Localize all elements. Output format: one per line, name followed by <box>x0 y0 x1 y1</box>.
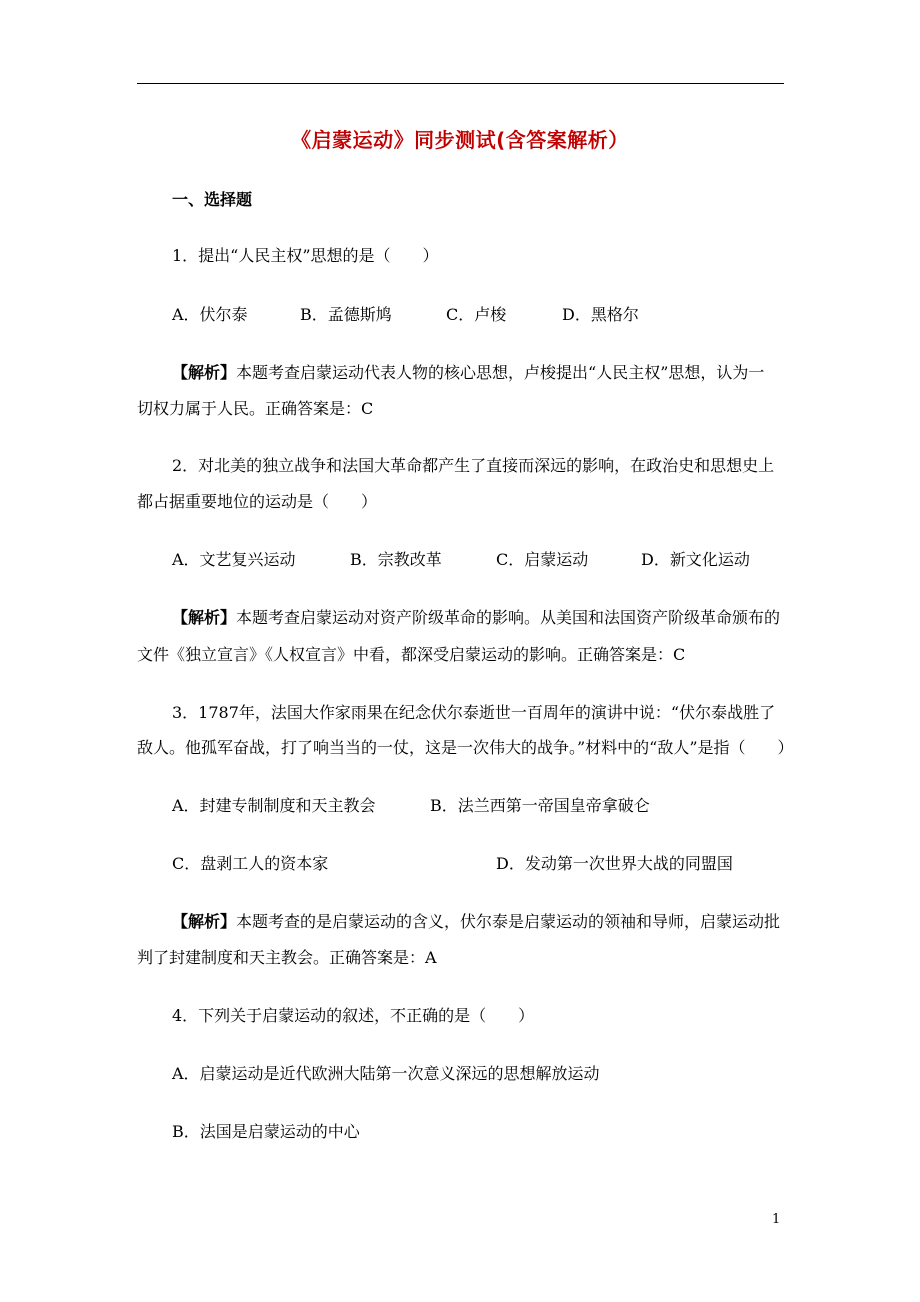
question-3-option-d: D．发动第一次世界大战的同盟国 <box>496 854 733 873</box>
analysis-tag: 【解析】 <box>172 912 237 931</box>
question-4-stem: 4．下列关于启蒙运动的叙述，不正确的是（ ） <box>172 1006 535 1025</box>
analysis-tag: 【解析】 <box>172 363 237 382</box>
question-1-option-c: C．卢梭 <box>446 305 507 324</box>
question-4-option-a: A．启蒙运动是近代欧洲大陆第一次意义深远的思想解放运动 <box>172 1064 600 1083</box>
analysis-text: 本题考查启蒙运动代表人物的核心思想，卢梭提出“人民主权”思想，认为一 <box>236 363 765 382</box>
analysis-text: 本题考查的是启蒙运动的含义，伏尔泰是启蒙运动的领袖和导师，启蒙运动批 <box>236 912 781 931</box>
question-2-stem-cont: 都占据重要地位的运动是（ ） <box>137 492 378 511</box>
question-3-stem: 3．1787年，法国大作家雨果在纪念伏尔泰逝世一百周年的演讲中说：“伏尔泰战胜了 <box>172 703 776 722</box>
section-heading: 一、选择题 <box>172 190 253 209</box>
question-3-analysis-cont: 判了封建制度和天主教会。正确答案是：A <box>137 948 437 967</box>
question-2-option-d: D．新文化运动 <box>641 550 750 569</box>
question-1-analysis-cont: 切权力属于人民。正确答案是：C <box>137 399 374 418</box>
question-2-option-b: B．宗教改革 <box>350 550 442 569</box>
analysis-text: 本题考查启蒙运动对资产阶级革命的影响。从美国和法国资产阶级革命颁布的 <box>236 608 781 627</box>
question-2-analysis-cont: 文件《独立宣言》《人权宣言》中看，都深受启蒙运动的影响。正确答案是：C <box>137 645 686 664</box>
question-3-analysis <box>172 912 780 932</box>
question-1-option-b: B．孟德斯鸠 <box>300 305 392 324</box>
question-1-option-d: D．黑格尔 <box>562 305 639 324</box>
document-title: 《启蒙运动》同步测试(含答案解析） <box>291 128 629 152</box>
question-1-analysis <box>172 363 764 383</box>
question-4-option-b: B．法国是启蒙运动的中心 <box>172 1122 360 1141</box>
question-2-analysis <box>172 608 780 628</box>
question-2-option-c: C．启蒙运动 <box>496 550 589 569</box>
question-1-stem: 1．提出“人民主权”思想的是（ ） <box>172 246 439 265</box>
analysis-tag: 【解析】 <box>172 608 237 627</box>
page-number: 1 <box>772 1212 781 1227</box>
question-3-option-b: B．法兰西第一帝国皇帝拿破仑 <box>430 796 650 815</box>
question-2-stem: 2．对北美的独立战争和法国大革命都产生了直接而深远的影响，在政治史和思想史上 <box>172 456 775 475</box>
question-3-stem-cont: 敌人。他孤军奋战，打了响当当的一仗，这是一次伟大的战争。”材料中的“敌人”是指（ ） <box>137 738 794 757</box>
question-1-option-a: A．伏尔泰 <box>172 305 248 324</box>
question-3-option-c: C．盘剥工人的资本家 <box>172 854 329 873</box>
header-rule <box>137 83 784 84</box>
question-2-option-a: A．文艺复兴运动 <box>172 550 296 569</box>
question-3-option-a: A．封建专制制度和天主教会 <box>172 796 376 815</box>
